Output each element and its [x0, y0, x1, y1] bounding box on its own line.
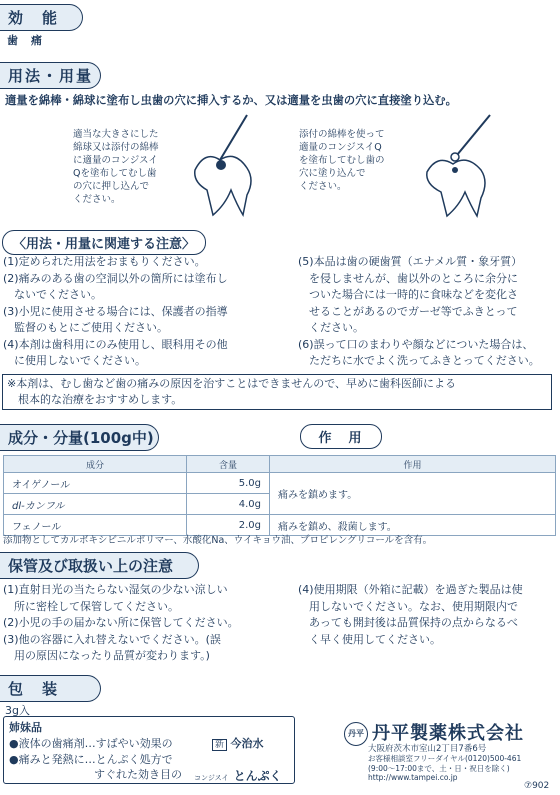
product-code: ⑦902 [524, 781, 550, 791]
efficacy-text: 歯 痛 [7, 34, 43, 47]
company-hours: (9:00～17:00まで、土・日・祝日を除く) [368, 764, 510, 773]
company-contact: お客様相談室フリーダイヤル(0120)500-461 [368, 754, 522, 763]
package-text: 3g入 [5, 704, 30, 717]
tooth-applicator-illustration [415, 110, 505, 220]
usage-caption-left: 適当な大きさにした 綿球又は添付の綿棒 に適量のコンジスイ Qを塗布してむし歯 の穴に押し込んで ください。 [73, 129, 159, 205]
precautions-right: (5)本品は歯の硬歯質（エナメル質・象牙質） を侵しませんが、歯以外のところに余分に ついた場合には一時的に食味などを変化さ せることがあるのでガーゼ等でふきとって ください。 (6)誤って口のまわりや顔などについた場合は、 ただちに水でよく洗ってふきとってください。 [298, 255, 540, 367]
efficacy-heading: 効 能 [0, 4, 83, 31]
sister-products-box [3, 716, 295, 784]
company-logo: 丹平 [344, 722, 368, 746]
usage-caption-right: 添付の綿棒を使って 適量のコンジスイQ を塗布してむし歯の 穴に塗り込んで ください。 [299, 129, 385, 192]
storage-heading: 保管及び取扱い上の注意 [0, 552, 199, 579]
sister-line2: ●痛みと発熱に…とんぷく処方で [9, 753, 173, 766]
company-name: 丹平製薬株式会社 [372, 723, 524, 744]
usage-text: 適量を綿棒・綿球に塗布し虫歯の穴に挿入するか、又は適量を虫歯の穴に直接塗り込む。 [5, 94, 457, 107]
company-address: 大阪府茨木市室山2丁目7番6号 [368, 744, 487, 754]
sister-product2: コンジスイ とんぷく [194, 769, 282, 783]
table-row: フェノール 2.0g 痛みを鎮め、殺菌します。 [4, 515, 556, 536]
package-heading: 包 装 [0, 675, 101, 702]
precautions-note: ※本剤は、むし歯など歯の痛みの原因を治すことはできませんので、早めに歯科医師による 根本的な治療をおすすめします。 [2, 374, 552, 410]
sister-title: 姉妹品 [9, 721, 42, 734]
storage-left: (1)直射日光の当たらない湿気の少ない涼しい 所に密栓して保管してください。 (2)小児の手の届かない所に保管してください。 (3)他の容器に入れ替えないでください。(誤 用の原因になったり品質が変わります。) [3, 583, 239, 662]
ingredients-heading: 成分・分量(100g中) [0, 424, 159, 451]
usage-heading: 用法・用量 [0, 62, 101, 89]
precautions-left: (1)定められた用法をおまもりください。 (2)痛みのある歯の空洞以外の箇所には塗布し ないでください。 (3)小児に使用させる場合には、保護者の指導 監督のもとにご使用ください。 (4)本剤は歯科用にのみ使用し、眼科用その他 に使用しないでください。 [3, 255, 228, 367]
tooth-swab-illustration [185, 110, 270, 220]
precautions-heading: 〈用法・用量に関連する注意〉 [2, 230, 206, 255]
company-url: http://www.tampei.co.jp [368, 773, 458, 782]
ingredients-table: 成分 含量 作用 オイゲノール 5.0g 痛みを鎮めます。 dl-カンフル 4.0g フェノール 2.0g 痛みを鎮め、殺菌します。 [3, 455, 556, 536]
sister-product1: 新 今治水 [212, 735, 264, 751]
sister-line1: ●液体の歯痛剤…すばやい効果の [9, 737, 173, 750]
table-row: dl-カンフル 4.0g [4, 494, 556, 515]
additives-text: 添加物としてカルボキシビニルポリマー、水酸化Na、ウイキョウ油、プロピレングリコールを含有。 [3, 535, 433, 546]
storage-right: (4)使用期限（外箱に記載）を過ぎた製品は使 用しないでください。なお、使用期限内で あっても開封後は品質保持の点からなるべ く早く使用してください。 [298, 583, 523, 646]
action-heading: 作 用 [300, 424, 382, 449]
sister-line3: すぐれた効き目の [94, 768, 182, 781]
table-row: オイゲノール 5.0g 痛みを鎮めます。 [4, 473, 556, 494]
